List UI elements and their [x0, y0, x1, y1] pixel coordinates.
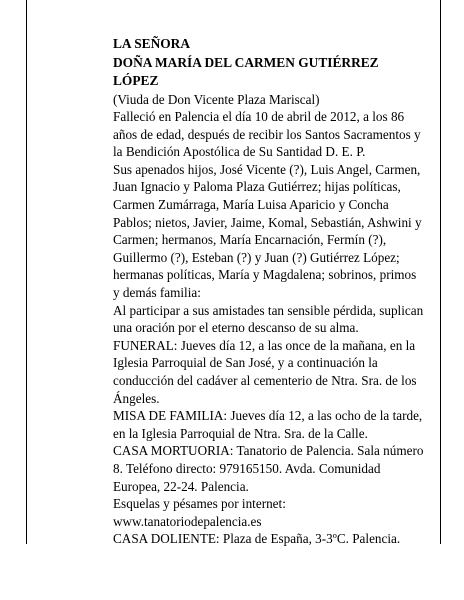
- mortuary-paragraph: CASA MORTUORIA: Tanatorio de Palencia. Sala número 8. Teléfono directo: 979165150. Avda. Comunidad Europea, 22-24. Palencia.: [113, 443, 424, 494]
- condolences-paragraph: Esquelas y pésames por internet: www.tanatoriodepalencia.es: [113, 496, 286, 529]
- family-mass-paragraph: MISA DE FAMILIA: Jueves día 12, a las ocho de la tarde, en la Iglesia Parroquial de Ntra. Sra. de la Calle.: [113, 408, 423, 441]
- request-paragraph: Al participar a sus amistades tan sensible pérdida, suplican una oración por el eterno descanso de su alma.: [113, 302, 424, 336]
- family-paragraph: Sus apenados hijos, José Vicente (?), Luis Angel, Carmen, Juan Ignacio y Paloma Plaza Gutiérrez; hijas políticas, Carmen Zumárraga, María Luisa Aparicio y Concha Pablos; nietos, Javier, Jaime, Komal, Sebastián, Ashwini y Carmen; hermanos, María Encarnación, Fermín (?), Guillermo (?), Esteban (?) y Juan (?) Gutiérrez López; hermanas políticas, María y Magdalena; sobrinos, primos y demás familia:: [113, 161, 422, 301]
- obituary-notice: [113, 35, 425, 548]
- deceased-name: DOÑA MARÍA DEL CARMEN GUTIÉRREZ LÓPEZ: [113, 54, 379, 88]
- widow-note: (Viuda de Don Vicente Plaza Mariscal): [113, 91, 320, 107]
- death-paragraph: Falleció en Palencia el día 10 de abril de 2012, a los 86 años de edad, después de recibir los Santos Sacramentos y la Bendición Apostólica de Su Santidad D. E. P.: [113, 109, 421, 160]
- funeral-paragraph: FUNERAL: Jueves día 12, a las once de la mañana, en la Iglesia Parroquial de San José, y a continuación la conducción del cadáver al cementerio de Ntra. Sra. de los Ángeles.: [113, 337, 417, 406]
- grieving-house-paragraph: CASA DOLIENTE: Plaza de España, 3-3ºC. Palencia.: [113, 531, 401, 547]
- obituary-heading: [113, 35, 425, 91]
- obituary-title: LA SEÑORA: [113, 36, 191, 51]
